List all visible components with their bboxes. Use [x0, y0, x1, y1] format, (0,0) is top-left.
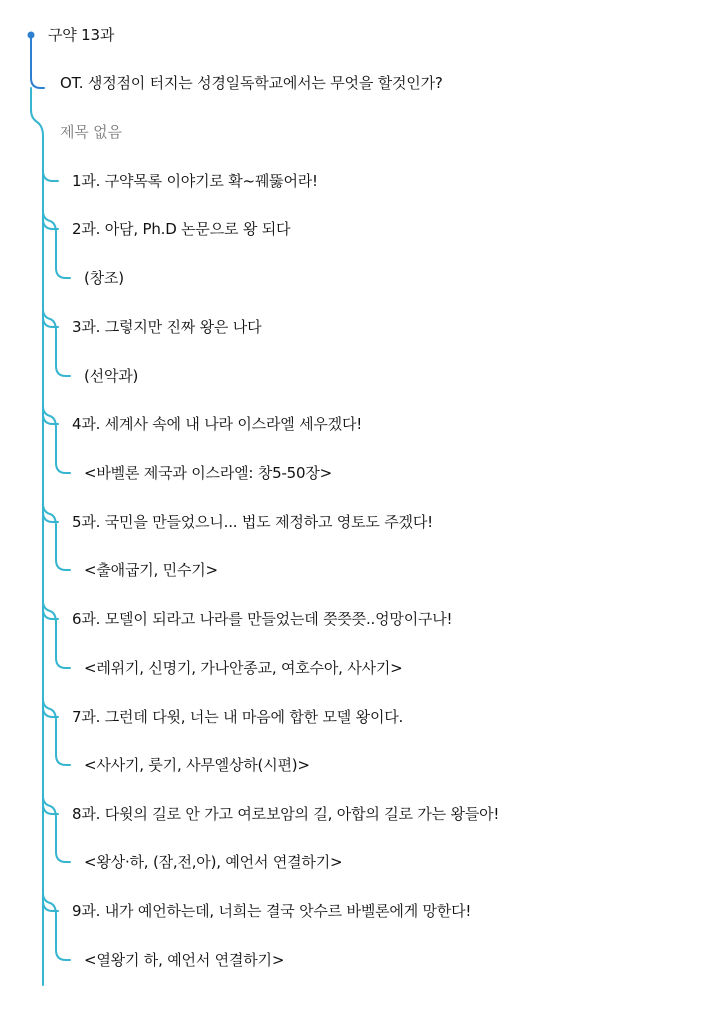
- connector-lesson-2: [43, 219, 58, 229]
- lesson-7-sub-node[interactable]: <사사기, 룻기, 사무엘상하(시편)>: [84, 756, 310, 774]
- root-dot: [28, 32, 35, 39]
- connector-lesson-9: [43, 901, 58, 911]
- lesson-5-node[interactable]: 5과. 국민을 만들었으니... 법도 제정하고 영토도 주겠다!: [72, 513, 433, 531]
- lesson-4-sub-node[interactable]: <바벨론 제국과 이스라엘: 창5-50장>: [84, 464, 333, 482]
- connector-lesson-4-sub: [43, 406, 70, 473]
- lesson-2-node[interactable]: 2과. 아담, Ph.D 논문으로 왕 되다: [72, 220, 291, 238]
- connector-lesson-3-sub: [43, 309, 70, 376]
- lesson-9-sub-node[interactable]: <열왕기 하, 예언서 연결하기>: [84, 951, 285, 969]
- connector-lesson-4: [43, 414, 58, 424]
- lesson-9-node[interactable]: 9과. 내가 예언하는데, 너희는 결국 앗수르 바벨론에게 망한다!: [72, 902, 472, 920]
- lesson-4-node[interactable]: 4과. 세계사 속에 내 나라 이스라엘 세우겠다!: [72, 415, 363, 433]
- lesson-3-sub-node[interactable]: (선악과): [84, 367, 139, 385]
- lesson-8-node[interactable]: 8과. 다윗의 길로 안 가고 여로보암의 길, 아합의 길로 가는 왕들아!: [72, 805, 500, 823]
- connector-lesson-5: [43, 512, 58, 522]
- connector-lesson-6: [43, 609, 58, 619]
- lesson-8-sub-node[interactable]: <왕상·하, (잠,전,아), 예언서 연결하기>: [84, 853, 343, 871]
- connector-lesson-8: [43, 804, 58, 814]
- lesson-6-node[interactable]: 6과. 모델이 되라고 나라를 만들었는데 쯧쯧쯧..엉망이구나!: [72, 610, 453, 628]
- connector-root-ot: [31, 35, 44, 88]
- ot-node[interactable]: OT. 생정점이 터지는 성경일독학교에서는 무엇을 할것인가?: [60, 74, 443, 92]
- lesson-2-sub-node[interactable]: (창조): [84, 269, 124, 287]
- untitled-node[interactable]: 제목 없음: [60, 123, 122, 141]
- connector-lesson-5-sub: [43, 504, 70, 570]
- lesson-5-sub-node[interactable]: <출애굽기, 민수기>: [84, 561, 218, 579]
- connector-lesson-8-sub: [43, 796, 70, 862]
- connector-lesson-7-sub: [43, 699, 70, 765]
- connector-lesson-3: [43, 317, 58, 327]
- connector-lesson-6-sub: [43, 601, 70, 668]
- connector-lesson-2-sub: [43, 211, 70, 278]
- connector-lesson-7: [43, 707, 58, 717]
- lesson-1-node[interactable]: 1과. 구약목록 이야기로 확~꿰뚫어라!: [72, 172, 318, 190]
- lesson-7-node[interactable]: 7과. 그런데 다윗, 너는 내 마음에 합한 모델 왕이다.: [72, 708, 404, 726]
- connector-lesson-9-sub: [43, 893, 70, 960]
- lesson-6-sub-node[interactable]: <레위기, 신명기, 가나안종교, 여호수아, 사사기>: [84, 659, 403, 677]
- connector-trunk: [31, 88, 43, 985]
- lesson-3-node[interactable]: 3과. 그렇지만 진짜 왕은 나다: [72, 318, 262, 336]
- root-node[interactable]: 구약 13과: [48, 26, 115, 44]
- connector-lesson-1: [43, 171, 58, 181]
